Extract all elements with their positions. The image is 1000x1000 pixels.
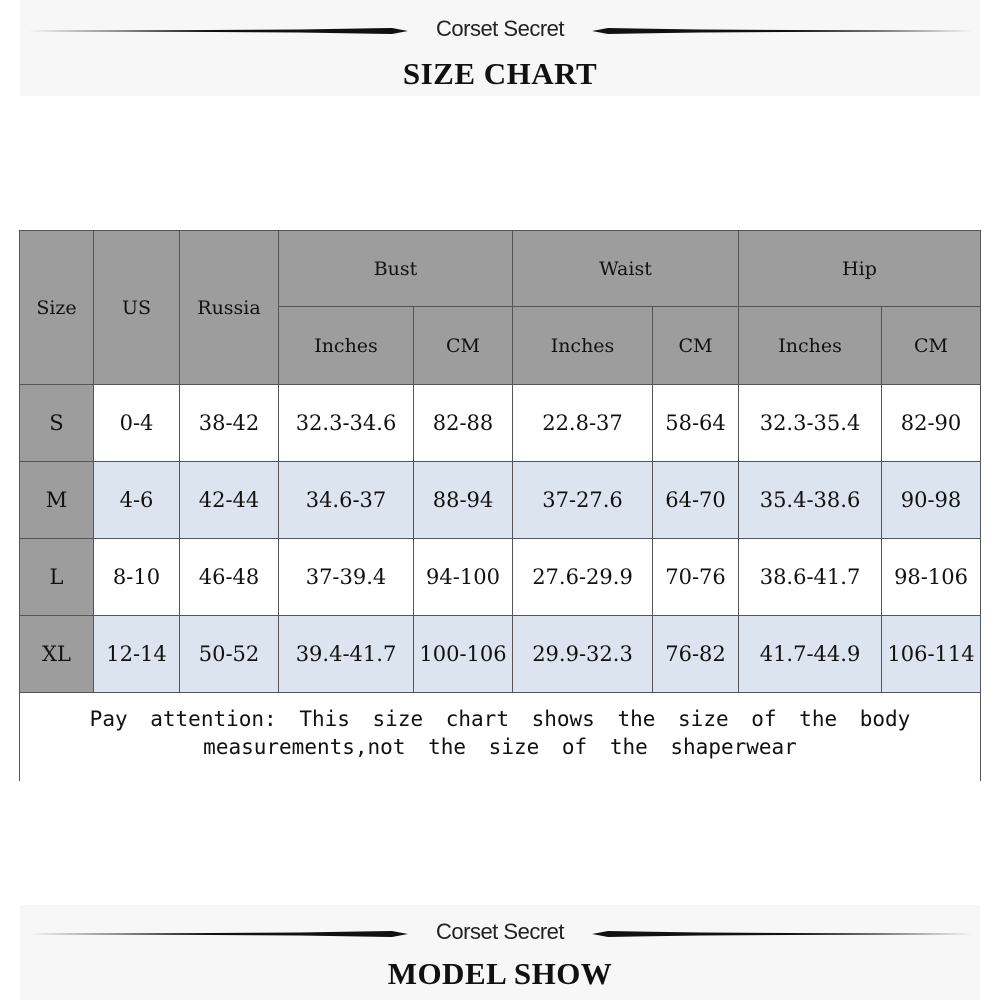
hip-inches-cell: 41.7-44.9 bbox=[739, 616, 882, 693]
header-us: US bbox=[94, 231, 180, 385]
table-row bbox=[20, 462, 981, 539]
hip-cm-cell: 82-90 bbox=[882, 385, 981, 462]
hip-cm-cell: 98-106 bbox=[882, 539, 981, 616]
note-row bbox=[20, 693, 981, 782]
waist-cm-cell: 58-64 bbox=[653, 385, 739, 462]
header-size: Size bbox=[20, 231, 94, 385]
header-hip: Hip bbox=[739, 231, 981, 307]
russia-cell: 46-48 bbox=[180, 539, 279, 616]
bust-cm-cell: 88-94 bbox=[414, 462, 513, 539]
hip-cm-cell: 90-98 bbox=[882, 462, 981, 539]
bust-cm-cell: 100-106 bbox=[414, 616, 513, 693]
waist-inches-cell: 37-27.6 bbox=[513, 462, 653, 539]
bust-inches-cell: 39.4-41.7 bbox=[279, 616, 414, 693]
russia-cell: 50-52 bbox=[180, 616, 279, 693]
header-waist-cm: CM bbox=[653, 307, 739, 385]
size-chart-table bbox=[19, 230, 981, 781]
waist-cm-cell: 64-70 bbox=[653, 462, 739, 539]
header-hip-cm: CM bbox=[882, 307, 981, 385]
header-hip-inches: Inches bbox=[739, 307, 882, 385]
waist-cm-cell: 76-82 bbox=[653, 616, 739, 693]
table-row bbox=[20, 616, 981, 693]
size-cell: S bbox=[20, 385, 94, 462]
us-cell: 12-14 bbox=[94, 616, 180, 693]
header-waist: Waist bbox=[513, 231, 739, 307]
bust-inches-cell: 37-39.4 bbox=[279, 539, 414, 616]
waist-inches-cell: 22.8-37 bbox=[513, 385, 653, 462]
page-title: SIZE CHART bbox=[402, 56, 598, 91]
bust-cm-cell: 94-100 bbox=[414, 539, 513, 616]
waist-inches-cell: 27.6-29.9 bbox=[513, 539, 653, 616]
size-cell: M bbox=[20, 462, 94, 539]
us-cell: 4-6 bbox=[94, 462, 180, 539]
bust-inches-cell: 32.3-34.6 bbox=[279, 385, 414, 462]
size-cell: L bbox=[20, 539, 94, 616]
measurement-note: Pay attention: This size chart shows the size of the body measurements,not the size of the shaperwear bbox=[20, 693, 981, 782]
section-title-model-show: MODEL SHOW bbox=[387, 956, 613, 991]
hip-inches-cell: 35.4-38.6 bbox=[739, 462, 882, 539]
brand-name: Corset Secret bbox=[436, 16, 564, 41]
header-bust-cm: CM bbox=[414, 307, 513, 385]
bust-cm-cell: 82-88 bbox=[414, 385, 513, 462]
us-cell: 8-10 bbox=[94, 539, 180, 616]
hip-inches-cell: 38.6-41.7 bbox=[739, 539, 882, 616]
header-bust: Bust bbox=[279, 231, 513, 307]
hip-inches-cell: 32.3-35.4 bbox=[739, 385, 882, 462]
header-waist-inches: Inches bbox=[513, 307, 653, 385]
russia-cell: 42-44 bbox=[180, 462, 279, 539]
table-row bbox=[20, 385, 981, 462]
russia-cell: 38-42 bbox=[180, 385, 279, 462]
header-bust-inches: Inches bbox=[279, 307, 414, 385]
waist-inches-cell: 29.9-32.3 bbox=[513, 616, 653, 693]
us-cell: 0-4 bbox=[94, 385, 180, 462]
header-russia: Russia bbox=[180, 231, 279, 385]
size-cell: XL bbox=[20, 616, 94, 693]
table-row bbox=[20, 539, 981, 616]
bust-inches-cell: 34.6-37 bbox=[279, 462, 414, 539]
hip-cm-cell: 106-114 bbox=[882, 616, 981, 693]
waist-cm-cell: 70-76 bbox=[653, 539, 739, 616]
footer-brand-name: Corset Secret bbox=[436, 919, 564, 944]
